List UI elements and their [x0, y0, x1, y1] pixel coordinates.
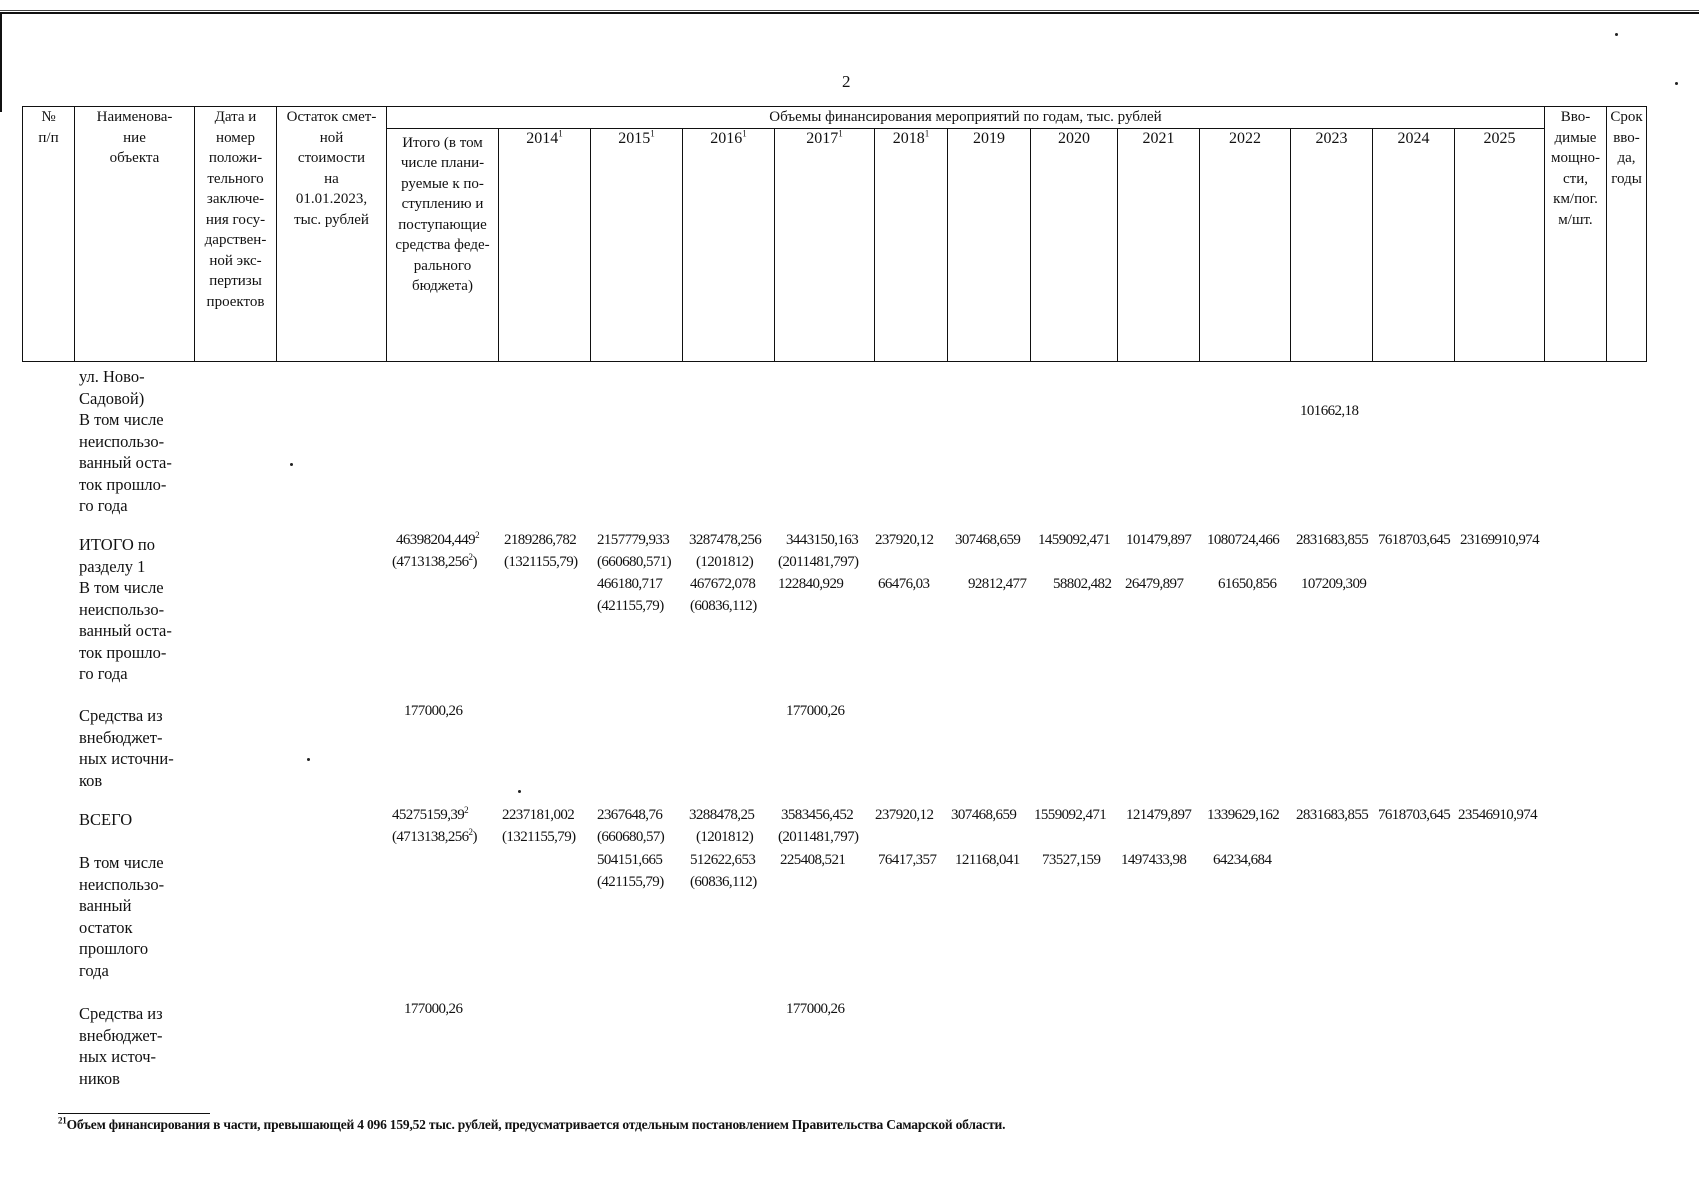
col-header-year: 2025 — [1455, 128, 1545, 361]
row-label-extrabudget-total: Средства из внебюджет- ных источ- ников — [79, 1004, 163, 1088]
cell-total: 177000,26 — [404, 703, 463, 719]
cell-2018: 237920,12 — [875, 807, 934, 823]
cell-2017-federal: (2011481,797) — [778, 554, 859, 570]
cell-total: 177000,26 — [404, 1001, 463, 1017]
cell-2020: 1559092,471 — [1034, 807, 1107, 823]
col-header-number: № п/п — [23, 107, 75, 362]
cell-2022-unused: 61650,856 — [1218, 576, 1277, 592]
col-header-total: Итого (в том числе плани- руемые к по- ступлению и поступающие средства феде- рального бюджета) — [387, 128, 499, 361]
cell-2017-federal: (2011481,797) — [778, 829, 859, 845]
cell-2017: 177000,26 — [786, 1001, 845, 1017]
cell-2017-unused: 122840,929 — [778, 576, 844, 592]
col-header-expertise: Дата и номер положи- тельного заключе- ния госу- дарствен- ной экс- пертизы проектов — [195, 107, 277, 362]
cell-2023: 101662,18 — [1300, 403, 1359, 419]
cell-total-federal: (4713138,256$^2$) — [392, 827, 477, 845]
cell-2015: 2367648,76 — [597, 807, 663, 823]
cell-2020-unused: 58802,482 — [1053, 576, 1112, 592]
col-header-year: 2020 — [1031, 128, 1118, 361]
cell-2021: 121479,897 — [1126, 807, 1192, 823]
cell-2024: 7618703,645 — [1378, 532, 1451, 548]
cell-2021: 101479,897 — [1126, 532, 1192, 548]
scan-speck — [290, 463, 293, 466]
scan-speck — [1615, 33, 1618, 36]
cell-2014-federal: (1321155,79) — [504, 554, 578, 570]
cell-2020: 1459092,471 — [1038, 532, 1111, 548]
row-label-section-total: ИТОГО по разделу 1 В том числе неиспользо- ванный оста- ток прошло- го года — [79, 535, 172, 683]
cell-2019: 307468,659 — [955, 532, 1021, 548]
scan-left-border — [0, 12, 2, 112]
footnote: $^{21}$Объем финансирования в части, превышающей 4 096 159,52 тыс. рублей, предусматривается отдельным постановлением Правительства Самарской области. — [58, 1115, 1006, 1132]
cell-2018-unused: 66476,03 — [878, 576, 930, 592]
cell-2021-unused: 26479,897 — [1125, 576, 1184, 592]
scan-top-edge — [0, 10, 1699, 11]
cell-2019-unused: 121168,041 — [955, 852, 1020, 868]
cell-2025: 23546910,974 — [1458, 807, 1538, 823]
scan-speck — [518, 790, 521, 793]
cell-2017: 3443150,163 — [786, 532, 859, 548]
cell-2017-unused: 225408,521 — [780, 852, 846, 868]
cell-2015-unused: 504151,665 — [597, 852, 663, 868]
cell-total: 46398204,449$^2$ — [396, 530, 479, 548]
cell-2021-unused: 1497433,98 — [1121, 852, 1187, 868]
cell-2023: 2831683,855 — [1296, 807, 1369, 823]
cell-2019-unused: 92812,477 — [968, 576, 1027, 592]
col-header-term: Срок вво- да, годы — [1607, 107, 1647, 362]
col-header-year: 2022 — [1200, 128, 1291, 361]
col-header-remaining-cost: Остаток смет- ной стоимости на 01.01.2023, тыс. рублей — [277, 107, 387, 362]
col-header-capacity: Вво- димые мощно- сти, км/пог. м/шт. — [1545, 107, 1607, 362]
scan-speck — [307, 758, 310, 761]
cell-2018: 237920,12 — [875, 532, 934, 548]
cell-2017: 177000,26 — [786, 703, 845, 719]
col-header-name: Наименова- ние объекта — [75, 107, 195, 362]
cell-2014: 2237181,002 — [502, 807, 575, 823]
col-header-year: 2019 — [948, 128, 1031, 361]
col-header-year: 2017$^1$ — [775, 128, 875, 361]
cell-2025: 23169910,974 — [1460, 532, 1540, 548]
cell-2014-federal: (1321155,79) — [502, 829, 576, 845]
cell-2015-federal: (660680,57) — [597, 829, 665, 845]
row-label-unused-rest: В том числе неиспользо- ванный остаток прошлого года — [79, 853, 165, 980]
cell-2019: 307468,659 — [951, 807, 1017, 823]
cell-2023-unused: 107209,309 — [1301, 576, 1367, 592]
col-header-year: 2016$^1$ — [683, 128, 775, 361]
col-header-year: 2014$^1$ — [499, 128, 591, 361]
cell-2024: 7618703,645 — [1378, 807, 1451, 823]
cell-2022: 1339629,162 — [1207, 807, 1280, 823]
cell-2016-unused: 512622,653 — [690, 852, 756, 868]
cell-total: 45275159,39$^2$ — [392, 805, 469, 823]
scan-speck — [1675, 82, 1678, 85]
cell-2016: 3288478,25 — [689, 807, 755, 823]
col-header-year: 2015$^1$ — [591, 128, 683, 361]
col-header-year: 2021 — [1118, 128, 1200, 361]
row-label-grand-total: ВСЕГО — [79, 810, 133, 829]
cell-2016-unused-federal: (60836,112) — [690, 874, 757, 890]
cell-2015-federal: (660680,571) — [597, 554, 672, 570]
cell-2015-unused-federal: (421155,79) — [597, 598, 664, 614]
cell-2016: 3287478,256 — [689, 532, 762, 548]
row-label-extrabudget: Средства из внебюджет- ных источни- ков — [79, 706, 174, 790]
cell-2020-unused: 73527,159 — [1042, 852, 1101, 868]
header-table — [22, 106, 1647, 362]
cell-2022: 1080724,466 — [1207, 532, 1280, 548]
cell-2016-unused-federal: (60836,112) — [690, 598, 757, 614]
cell-total-federal: (4713138,256$^2$) — [392, 552, 477, 570]
cell-2016-federal: (1201812) — [696, 829, 754, 845]
cell-2022-unused: 64234,684 — [1213, 852, 1272, 868]
cell-2017: 3583456,452 — [781, 807, 854, 823]
cell-2015-unused-federal: (421155,79) — [597, 874, 664, 890]
col-header-year: 2023 — [1291, 128, 1373, 361]
col-header-funding-volumes: Объемы финансирования мероприятий по годам, тыс. рублей — [387, 107, 1545, 129]
col-header-year: 2018$^1$ — [875, 128, 948, 361]
cell-2018-unused: 76417,357 — [878, 852, 937, 868]
footnote-rule — [58, 1113, 210, 1114]
cell-2014: 2189286,782 — [504, 532, 577, 548]
cell-2015: 2157779,933 — [597, 532, 670, 548]
col-header-year: 2024 — [1373, 128, 1455, 361]
scan-top-border — [0, 12, 1699, 14]
page-number: 2 — [842, 72, 851, 91]
cell-2016-unused: 467672,078 — [690, 576, 756, 592]
cell-2016-federal: (1201812) — [696, 554, 754, 570]
row-label-street: ул. Ново- Садовой) В том числе неиспользо- ванный оста- ток прошло- го года — [79, 367, 172, 515]
cell-2015-unused: 466180,717 — [597, 576, 663, 592]
cell-2023: 2831683,855 — [1296, 532, 1369, 548]
